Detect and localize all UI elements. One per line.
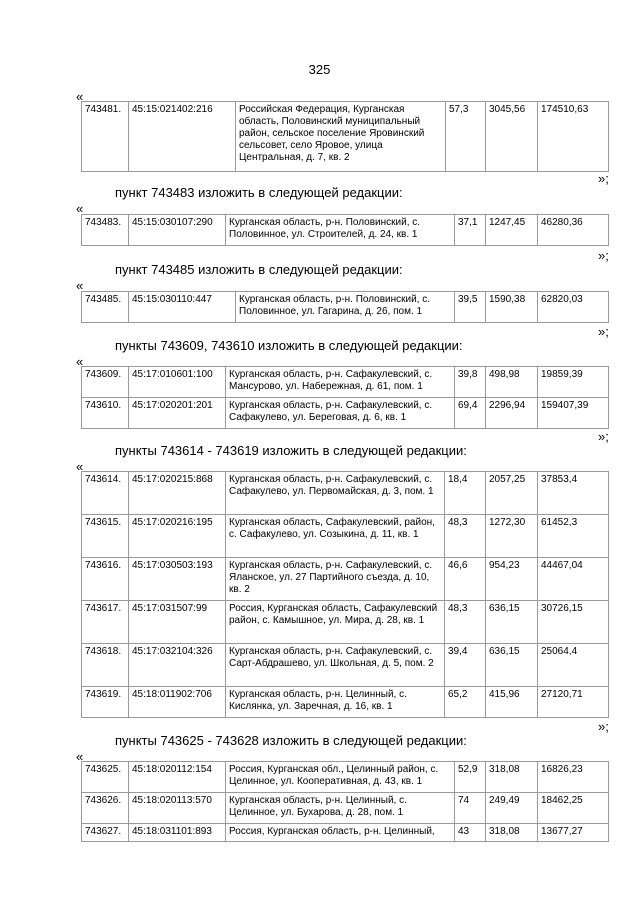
address: Курганская область, р-н. Сафакулевский, с. Сафакулево, ул. Первомайская, д. 3, пом. 1 <box>226 472 445 515</box>
area: 39,4 <box>445 644 486 687</box>
table-row <box>82 558 609 601</box>
cadastral-number: 45:18:031101:893 <box>129 824 226 842</box>
value: 13677,27 <box>538 824 609 842</box>
rate: 954,23 <box>486 558 538 601</box>
table-row <box>82 398 609 429</box>
row-number: 743617. <box>82 601 129 644</box>
quote-open: « <box>76 749 84 764</box>
value: 37853,4 <box>538 472 609 515</box>
area: 43 <box>455 824 486 842</box>
quote-close: »; <box>598 248 609 263</box>
rate: 1272,30 <box>486 515 538 558</box>
table-section-5 <box>81 761 609 842</box>
quote-close: »; <box>598 324 609 339</box>
table-row <box>82 215 609 246</box>
area: 18,4 <box>445 472 486 515</box>
address: Курганская область, р-н. Сафакулевский, с. Мансурово, ул. Набережная, д. 61, пом. 1 <box>226 367 455 398</box>
instruction-text: пункты 743614 - 743619 изложить в следующей редакции: <box>115 443 467 458</box>
rate: 1247,45 <box>486 215 538 246</box>
address: Курганская область, р-н. Половинский, с. Половинное, ул. Строителей, д. 24, кв. 1 <box>226 215 455 246</box>
table-row <box>82 102 609 172</box>
quote-close: »; <box>598 719 609 734</box>
row-number: 743627. <box>82 824 129 842</box>
cadastral-number: 45:17:020216:195 <box>129 515 226 558</box>
value: 44467,04 <box>538 558 609 601</box>
quote-open: « <box>76 201 84 216</box>
rate: 636,15 <box>486 601 538 644</box>
value: 61452,3 <box>538 515 609 558</box>
address: Россия, Курганская область, Сафакулевский район, с. Камышное, ул. Мира, д. 28, кв. 1 <box>226 601 445 644</box>
value: 19859,39 <box>538 367 609 398</box>
quote-close: »; <box>598 171 609 186</box>
table-row <box>82 367 609 398</box>
instruction-text: пункт 743485 изложить в следующей редакции: <box>115 262 403 277</box>
table-row <box>82 762 609 793</box>
table-section-3 <box>81 366 609 429</box>
rate: 415,96 <box>486 687 538 718</box>
address: Курганская область, р-н. Половинский, с. Половинное, ул. Гагарина, д. 26, пом. 1 <box>236 292 455 323</box>
row-number: 743625. <box>82 762 129 793</box>
cadastral-number: 45:17:020201:201 <box>129 398 226 429</box>
row-number: 743626. <box>82 793 129 824</box>
address: Курганская область, р-н. Сафакулевский, с. Яланское, ул. 27 Партийного съезда, д. 10, кв. 2 <box>226 558 445 601</box>
row-number: 743615. <box>82 515 129 558</box>
cadastral-number: 45:17:030503:193 <box>129 558 226 601</box>
cadastral-number: 45:15:030107:290 <box>129 215 226 246</box>
row-number: 743609. <box>82 367 129 398</box>
rate: 636,15 <box>486 644 538 687</box>
rate: 498,98 <box>486 367 538 398</box>
cadastral-number: 45:17:020215:868 <box>129 472 226 515</box>
cadastral-number: 45:15:030110:447 <box>129 292 236 323</box>
table-section-0 <box>81 101 609 172</box>
area: 46,6 <box>445 558 486 601</box>
address: Россия, Курганская обл., Целинный район, с. Целинное, ул. Кооперативная, д. 43, кв. 1 <box>226 762 455 793</box>
value: 27120,71 <box>538 687 609 718</box>
area: 48,3 <box>445 601 486 644</box>
address: Курганская область, р-н. Сафакулевский, с. Сарт-Абдрашево, ул. Школьная, д. 5, пом. 2 <box>226 644 445 687</box>
address: Курганская область, Сафакулевский, район, с. Сафакулево, ул. Созыкина, д. 11, кв. 1 <box>226 515 445 558</box>
row-number: 743485. <box>82 292 129 323</box>
instruction-text: пункты 743625 - 743628 изложить в следующей редакции: <box>115 733 467 748</box>
value: 16826,23 <box>538 762 609 793</box>
area: 65,2 <box>445 687 486 718</box>
value: 46280,36 <box>538 215 609 246</box>
row-number: 743610. <box>82 398 129 429</box>
cadastral-number: 45:17:032104:326 <box>129 644 226 687</box>
table-row <box>82 824 609 842</box>
row-number: 743618. <box>82 644 129 687</box>
address: Курганская область, р-н. Целинный, с. Кислянка, ул. Заречная, д. 16, кв. 1 <box>226 687 445 718</box>
cadastral-number: 45:18:011902:706 <box>129 687 226 718</box>
row-number: 743616. <box>82 558 129 601</box>
table-section-2 <box>81 291 609 323</box>
rate: 2296,94 <box>486 398 538 429</box>
table-row <box>82 472 609 515</box>
instruction-text: пункт 743483 изложить в следующей редакции: <box>115 185 403 200</box>
table-row <box>82 292 609 323</box>
address: Курганская область, р-н. Целинный, с. Целинное, ул. Бухарова, д. 28, пом. 1 <box>226 793 455 824</box>
value: 30726,15 <box>538 601 609 644</box>
rate: 249,49 <box>486 793 538 824</box>
rate: 3045,56 <box>486 102 538 172</box>
table-row <box>82 601 609 644</box>
instruction-text: пункты 743609, 743610 изложить в следующей редакции: <box>115 338 463 353</box>
address: Курганская область, р-н. Сафакулевский, с. Сафакулево, ул. Береговая, д. 6, кв. 1 <box>226 398 455 429</box>
row-number: 743481. <box>82 102 129 172</box>
area: 37,1 <box>455 215 486 246</box>
quote-open: « <box>76 89 84 104</box>
cadastral-number: 45:15:021402:216 <box>129 102 236 172</box>
quote-open: « <box>76 278 84 293</box>
quote-open: « <box>76 354 84 369</box>
row-number: 743619. <box>82 687 129 718</box>
value: 174510,63 <box>538 102 609 172</box>
quote-open: « <box>76 459 84 474</box>
page-number: 325 <box>308 62 331 77</box>
area: 39,5 <box>455 292 486 323</box>
row-number: 743614. <box>82 472 129 515</box>
area: 48,3 <box>445 515 486 558</box>
cadastral-number: 45:17:031507:99 <box>129 601 226 644</box>
cadastral-number: 45:17:010601:100 <box>129 367 226 398</box>
rate: 318,08 <box>486 824 538 842</box>
rate: 318,08 <box>486 762 538 793</box>
row-number: 743483. <box>82 215 129 246</box>
address: Россия, Курганская область, р-н. Целинный, <box>226 824 455 842</box>
table-row <box>82 687 609 718</box>
table-section-4 <box>81 471 609 718</box>
value: 25064,4 <box>538 644 609 687</box>
area: 52,9 <box>455 762 486 793</box>
area: 74 <box>455 793 486 824</box>
value: 159407,39 <box>538 398 609 429</box>
cadastral-number: 45:18:020113:570 <box>129 793 226 824</box>
table-section-1 <box>81 214 609 246</box>
area: 39,8 <box>455 367 486 398</box>
rate: 2057,25 <box>486 472 538 515</box>
address: Российская Федерация, Курганская область, Половинский муниципальный район, сельское поселение Яровинский сельсовет, село Яровое, улица Центральная, д. 7, кв. 2 <box>236 102 446 172</box>
value: 18462,25 <box>538 793 609 824</box>
table-row <box>82 793 609 824</box>
table-row <box>82 515 609 558</box>
table-row <box>82 644 609 687</box>
area: 57,3 <box>446 102 486 172</box>
rate: 1590,38 <box>486 292 538 323</box>
cadastral-number: 45:18:020112:154 <box>129 762 226 793</box>
quote-close: »; <box>598 429 609 444</box>
area: 69,4 <box>455 398 486 429</box>
value: 62820,03 <box>538 292 609 323</box>
